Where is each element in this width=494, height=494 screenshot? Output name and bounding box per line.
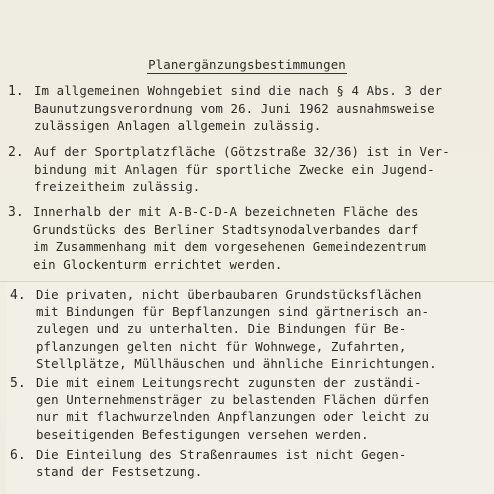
provision-line: Die mit einem Leitungsrecht zugunsten der zuständi- (36, 375, 422, 390)
provision-line: mit Bindungen für Bepflanzungen sind gärtnerisch an- (36, 304, 430, 320)
provision-number: 4. (10, 288, 26, 303)
provision-line: zulegen und zu unterhalten. Die Bindungen für Be- (36, 321, 407, 337)
provision-number: 1. (8, 84, 24, 99)
provision-line: bindung mit Anlagen für sportliche Zwecke ein Jugend- (34, 161, 435, 177)
provision-line: Grundstücks des Berliner Stadtsynodalverbandes darf (33, 221, 419, 237)
provision-text (36, 374, 429, 443)
provision-line: freizeitheim zulässig. (34, 179, 201, 195)
provision-text (36, 286, 437, 372)
provision-line: gen Unternehmensträger zu belastenden Flächen dürfen (36, 392, 430, 408)
provision-line: Stellplätze, Müllhäuschen und ähnliche Einrichtungen. (36, 355, 437, 371)
provision-line: beseitigenden Befestigungen versehen werden. (36, 426, 369, 442)
provision-number: 5. (10, 376, 26, 391)
provision-line: Die Einteilung des Straßenraumes ist nicht Gegen- (36, 447, 407, 462)
document-title (0, 57, 494, 72)
provision-text (36, 446, 406, 480)
provision-line: Die privaten, nicht überbaubaren Grundstücksflächen (36, 287, 422, 302)
provision-text (34, 82, 442, 135)
provision-line: zulässigen Anlagen allgemein zulässig. (34, 118, 322, 134)
provision-line: pflanzungen gelten nicht für Wohnwege, Zufahrten, (36, 338, 407, 354)
provision-line: Baunutzungsverordnung vom 26. Juni 1962 ausnahmsweise (34, 100, 435, 116)
provision-number: 2. (8, 145, 24, 160)
provision-line: Innerhalb der mit A-B-C-D-A bezeichneten Fläche des (33, 204, 419, 219)
provision-text (34, 143, 450, 196)
provision-number: 3. (8, 205, 24, 220)
provision-line: Im allgemeinen Wohngebiet sind die nach § 4 Abs. 3 der (34, 83, 443, 98)
provision-line: Auf der Sportplatzfläche (Götzstraße 32/36) ist in Ver- (34, 144, 450, 159)
document-title-text: Planergänzungsbestimmungen (148, 57, 346, 72)
provision-line: stand der Festsetzung. (36, 464, 203, 480)
provision-number: 6. (10, 448, 26, 463)
provision-line: nur mit flachwurzelnden Anpflanzungen oder leicht zu (36, 409, 430, 425)
provision-line: im Zusammenhang mit dem vorgesehenen Gemeindezentrum (33, 239, 427, 255)
provision-line: ein Glockenturm errichtet werden. (33, 256, 283, 272)
provision-text (33, 203, 426, 273)
